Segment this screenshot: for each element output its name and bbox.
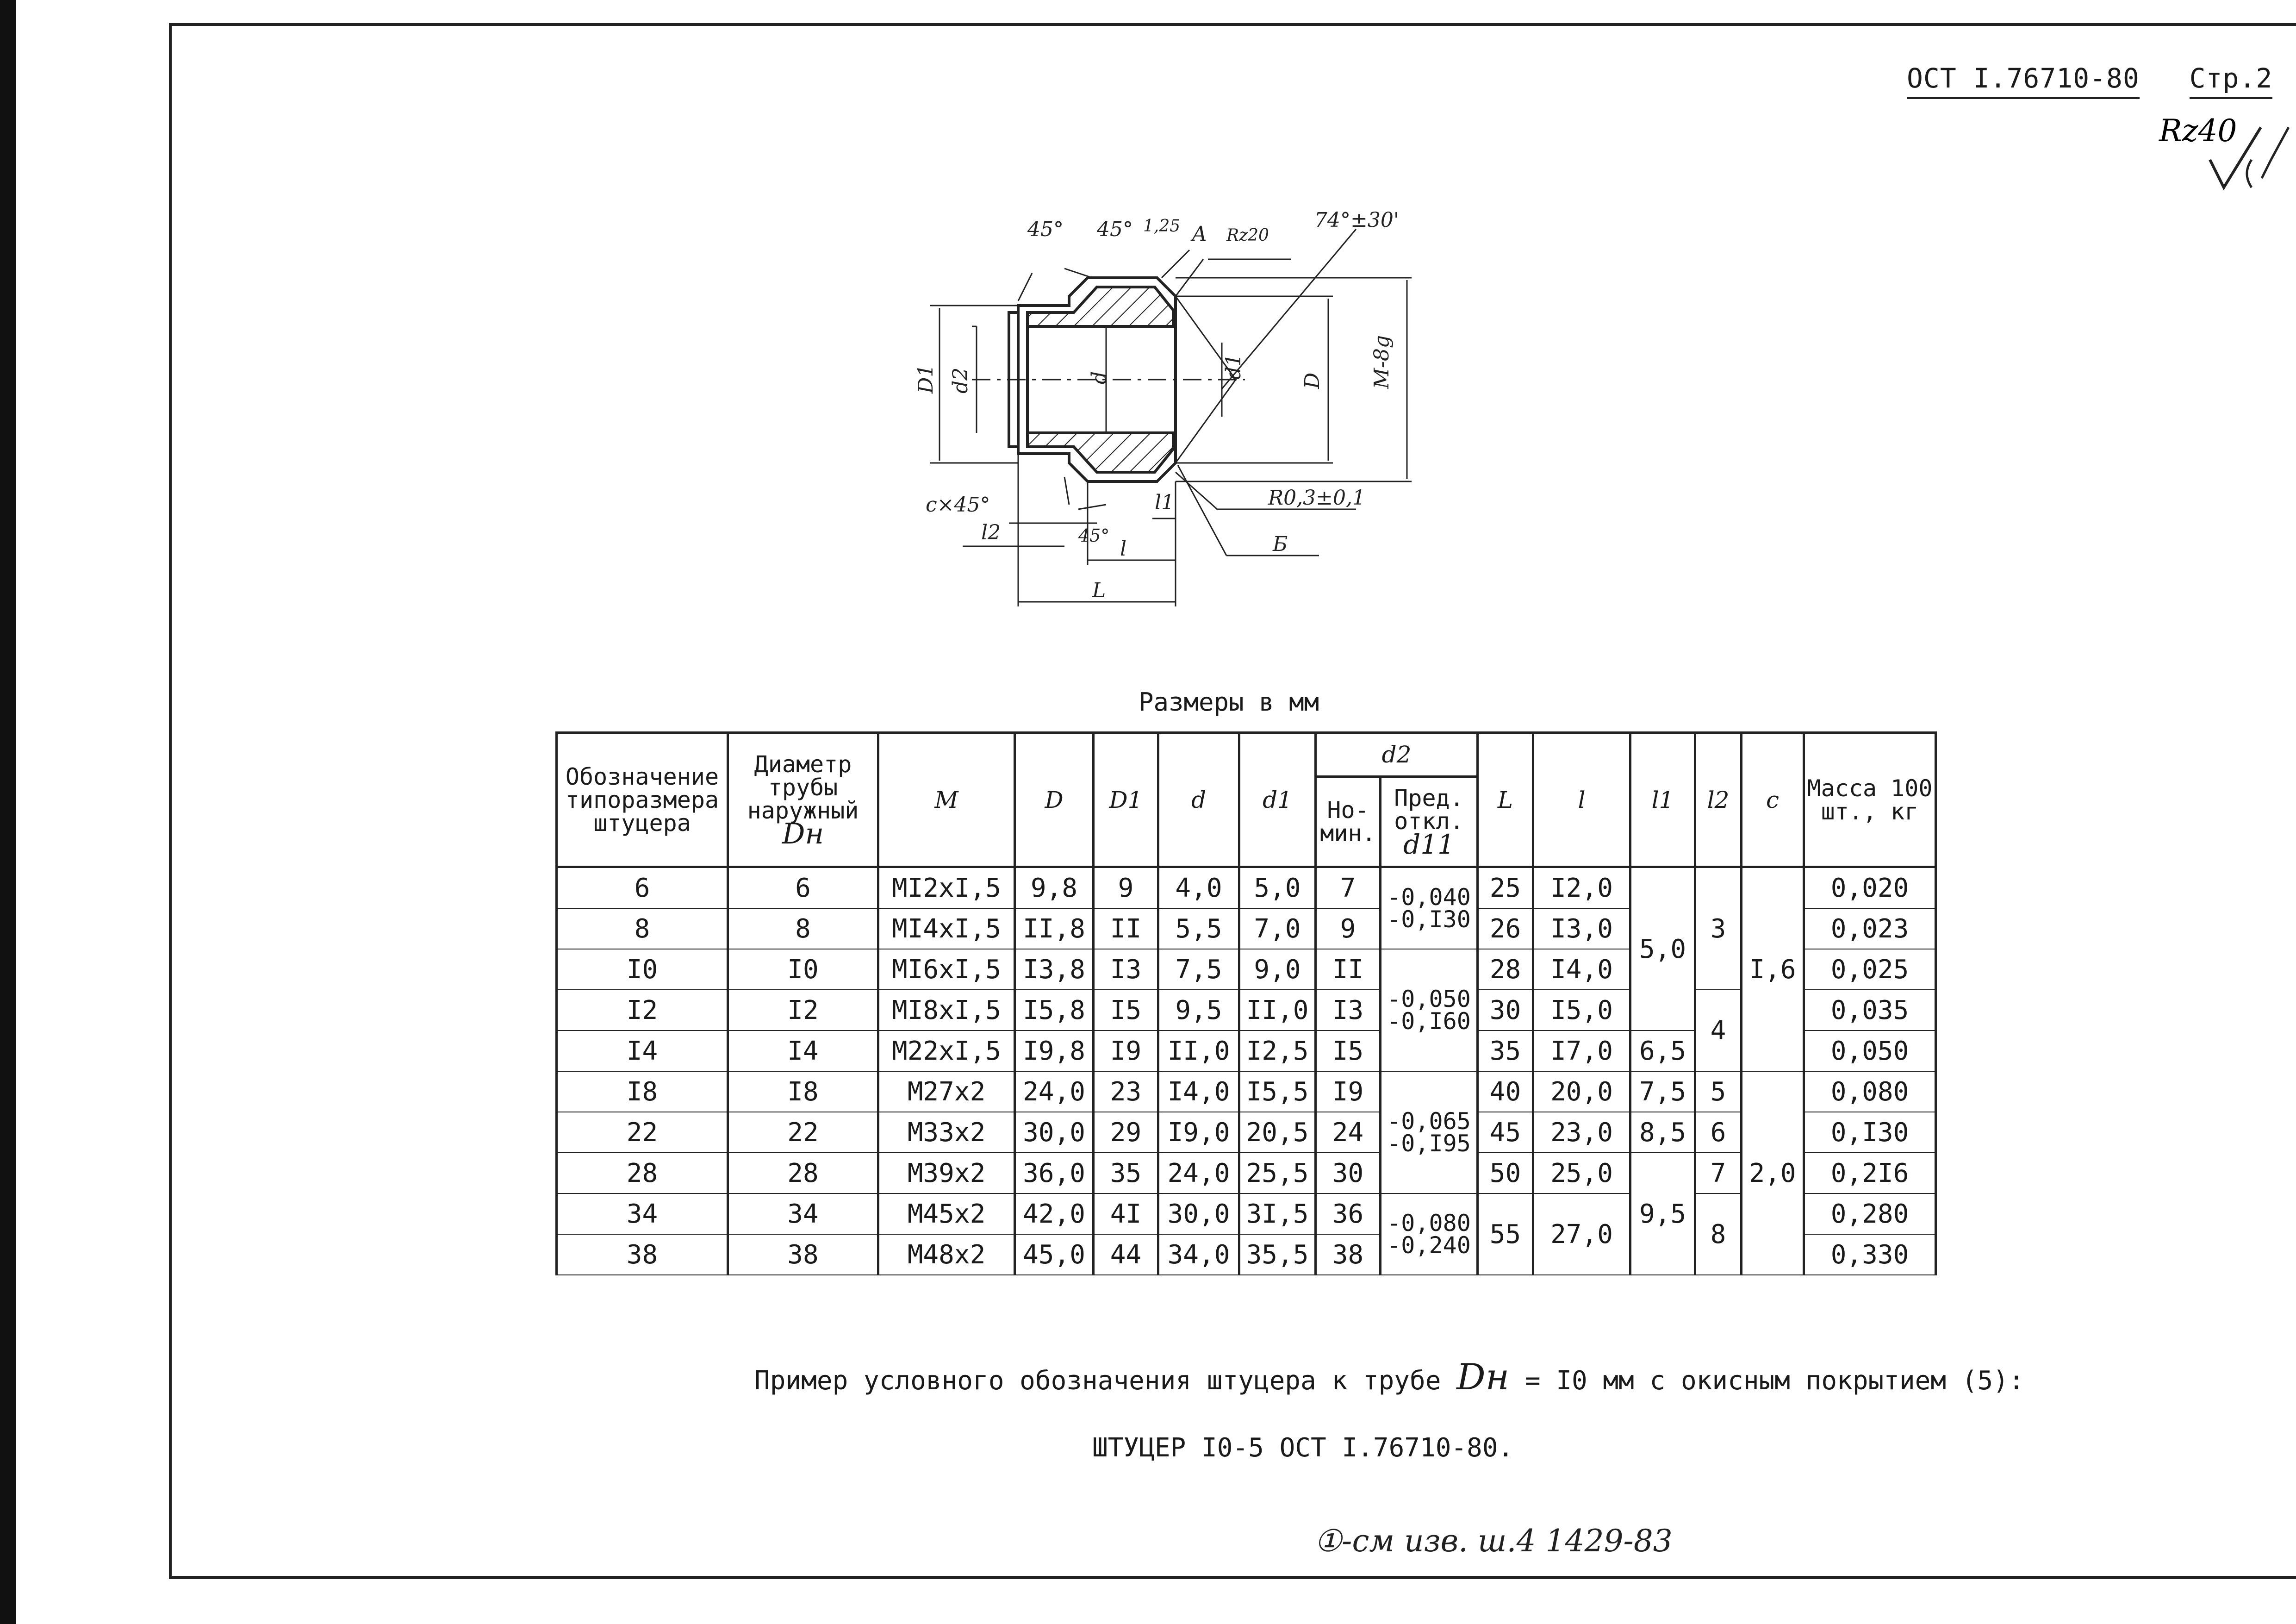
header-d2-tol: Пред. откл. d11: [1381, 777, 1478, 867]
tol-cell: -0,080 -0,240: [1381, 1193, 1478, 1275]
label-roughness-small: 1,25: [1143, 217, 1181, 236]
example-dh: Dн: [1456, 1356, 1510, 1398]
label-angle: 74°±30': [1314, 208, 1399, 232]
table-row: I2 I2 MI8xI,5 I5,8 I5 9,5 II,0 I3 30 I5,0 4 0,035: [557, 990, 1936, 1031]
fitting-drawing: [902, 204, 1527, 620]
table-row: 38 38 M48x2 45,0 44 34,0 35,5 38 0,330: [557, 1234, 1936, 1275]
label-rz20: Rz20: [1226, 226, 1269, 245]
table-row: 22 22 M33x2 30,0 29 I9,0 20,5 24 45 23,0 8,5 6 0,I30: [557, 1112, 1936, 1153]
frame-left-bar: [0, 0, 16, 1624]
label-chamfer-left: 45°: [1027, 218, 1064, 241]
standard-number: ОСТ I.76710-80: [1907, 62, 2140, 99]
l2-cell: 7: [1695, 1153, 1742, 1193]
label-cx45: c×45°: [926, 493, 990, 517]
header-d2-nom: Но-мин.: [1316, 777, 1381, 867]
frame-inner-left-line: [169, 23, 172, 1579]
table-row: 28 28 M39x2 36,0 35 24,0 25,5 30 50 25,0 9,5 7 0,2I6: [557, 1153, 1936, 1193]
c-cell: I,6: [1742, 867, 1804, 1072]
table-caption: Размеры в мм: [1139, 687, 1319, 717]
label-l2: l2: [981, 521, 1001, 544]
header-D1: D1: [1094, 733, 1158, 867]
header-pipe: Диаметр трубы наружный Dн: [728, 733, 878, 867]
header-d1: d1: [1239, 733, 1316, 867]
l2-cell: 5: [1695, 1071, 1742, 1112]
roughness-value: Rz40: [2159, 113, 2237, 149]
l1-cell: 9,5: [1630, 1153, 1695, 1275]
l1-cell: 8,5: [1630, 1112, 1695, 1153]
header-d: d: [1158, 733, 1239, 867]
l1-cell: 5,0: [1630, 867, 1695, 1031]
label-D1: D1: [914, 364, 938, 394]
label-D: D: [1300, 372, 1324, 389]
table-row: I4 I4 M22xI,5 I9,8 I9 II,0 I2,5 I5 35 I7,0 6,5 0,050: [557, 1031, 1936, 1071]
example-rest: = I0 мм с окисным покрытием (5):: [1524, 1366, 2024, 1396]
c-cell: 2,0: [1742, 1071, 1804, 1275]
header-l2: l2: [1695, 733, 1742, 867]
label-L: L: [1092, 579, 1106, 602]
label-chamfer-bottom: 45°: [1078, 525, 1110, 546]
example-text: Пример условного обозначения штуцера к трубе: [754, 1366, 1441, 1396]
frame-top-line: [169, 23, 2296, 26]
label-chamfer-mid: 45°: [1097, 218, 1133, 241]
table-row: 8 8 MI4xI,5 II,8 II 5,5 7,0 9 26 I3,0 0,023: [557, 908, 1936, 949]
table-row: 6 6 MI2xI,5 9,8 9 4,0 5,0 7 -0,040 -0,I30 25 I2,0 5,0 3 I,6 0,020: [557, 867, 1936, 909]
page-header: [1907, 62, 2272, 94]
tol-cell: -0,065 -0,I95: [1381, 1071, 1478, 1193]
l2-cell: 3: [1695, 867, 1742, 990]
l2-cell: 4: [1695, 990, 1742, 1071]
label-radius: R0,3±0,1: [1268, 486, 1365, 510]
label-l1: l1: [1155, 491, 1175, 514]
tol-cell: -0,050 -0,I60: [1381, 949, 1478, 1071]
label-l: l: [1120, 537, 1127, 561]
header-d2: d2: [1316, 733, 1478, 777]
handwritten-note: ①-см изв. ш.4 1429-83: [1314, 1523, 1673, 1559]
label-section-a: А: [1192, 222, 1207, 246]
header-M: M: [878, 733, 1015, 867]
l1-cell: 7,5: [1630, 1071, 1695, 1112]
page-number: Стр.2: [2190, 62, 2273, 99]
l2-cell: 8: [1695, 1193, 1742, 1275]
label-M: M-8g: [1370, 335, 1394, 389]
table-row: 34 34 M45x2 42,0 4I 30,0 3I,5 36 -0,080 -0,240 55 27,0 8 0,280: [557, 1193, 1936, 1234]
designation-example: ШТУЦЕР I0-5 ОСТ I.76710-80.: [1092, 1433, 1514, 1463]
label-section-b: Б: [1273, 532, 1288, 556]
header-l: l: [1533, 733, 1630, 867]
tol-cell: -0,040 -0,I30: [1381, 867, 1478, 949]
table-row: I0 I0 MI6xI,5 I3,8 I3 7,5 9,0 II -0,050 -0,I60 28 I4,0 0,025: [557, 949, 1936, 990]
l2-cell: 6: [1695, 1112, 1742, 1153]
l1-cell: 6,5: [1630, 1031, 1695, 1071]
label-d2: d2: [949, 367, 972, 394]
label-d1: d1: [1222, 353, 1245, 380]
table-row: I8 I8 M27x2 24,0 23 I4,0 I5,5 I9 -0,065 -0,I95 40 20,0 7,5 5 2,0 0,080: [557, 1071, 1936, 1112]
header-designation: Обозначение типоразмера штуцера: [557, 733, 728, 867]
header-L: L: [1478, 733, 1533, 867]
frame-bottom-line: [169, 1576, 2296, 1579]
roughness-symbol: [2154, 109, 2293, 197]
example-line: [754, 1356, 2024, 1398]
label-d: d: [1088, 371, 1111, 384]
header-mass: Масса 100 шт., кг: [1804, 733, 1936, 867]
header-D: D: [1015, 733, 1094, 867]
dimensions-table: [555, 731, 1937, 1275]
header-c: c: [1742, 733, 1804, 867]
header-l1: l1: [1630, 733, 1695, 867]
